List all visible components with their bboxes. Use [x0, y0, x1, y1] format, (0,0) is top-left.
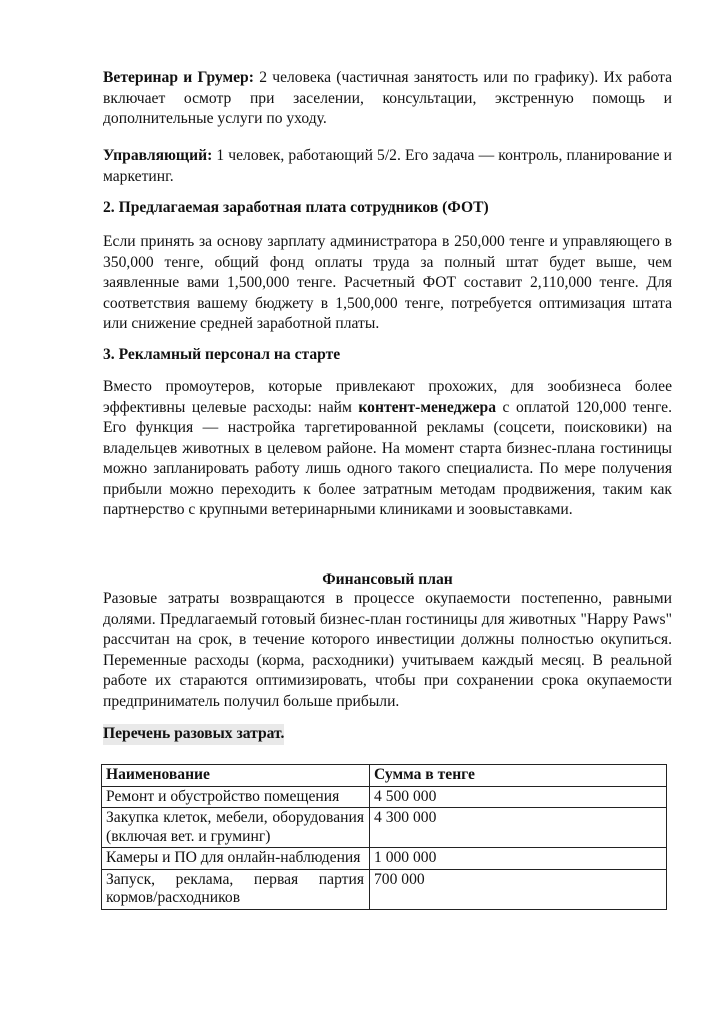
manager-paragraph — [103, 146, 672, 187]
row-name-cell: Запуск, реклама, первая партия кормов/расходников — [102, 869, 370, 909]
manager-text: 1 человек, работающий 5/2. Его задача — контроль, планирование и маркетинг. — [103, 147, 672, 185]
section3-text-before: Вместо промоутеров, которые привлекают прохожих, для зообизнеса более эффективны целевые расходы: найм — [103, 378, 672, 416]
section2-heading: 2. Предлагаемая заработная плата сотрудников (ФОТ) — [103, 199, 489, 216]
col-name-header: Наименование — [102, 765, 370, 787]
finance-text: Разовые затраты возвращаются в процессе окупаемости постепенно, равными долями. Предлагаемый готовый бизнес-план гостиницы для животных "Happy Paws" рассчитан на срок, в течение которого инвестиции должны полностью окупиться. Переменные расходы (корма, расходники) учитываем каждый месяц. В реальной работе их стараются оптимизировать, чтобы при сохранении срока окупаемости предприниматель получил больше прибыли. — [103, 590, 672, 710]
row-sum-cell: 1 000 000 — [370, 848, 667, 870]
row-name-cell: Камеры и ПО для онлайн-наблюдения — [102, 848, 370, 870]
vet-groomer-text: 2 человека (частичная занятость или по графику). Их работа включает осмотр при заселении, консультации, экстренную помощь и дополнительные услуги по уходу. — [103, 69, 673, 127]
one-time-costs-table — [101, 764, 667, 910]
row-name-cell: Ремонт и обустройство помещения — [102, 786, 370, 808]
table-header-row — [102, 765, 667, 787]
vet-groomer-paragraph — [103, 68, 672, 130]
finance-title: Финансовый план — [322, 571, 453, 588]
vet-groomer-label: Ветеринар и Грумер: — [103, 69, 254, 86]
col-sum-header: Сумма в тенге — [370, 765, 667, 787]
section3-text-after: с оплатой 120,000 тенге. Его функция — настройка таргетированной рекламы (соцсети, поисковики) на владельцев животных в целевом районе. На момент старта бизнес-плана гостиницы можно запланировать работу лишь одного такого специалиста. По мере получения прибыли можно переходить к более затратным методам продвижения, таким как партнерство с крупными ветеринарными клиниками и зоовыставками. — [103, 398, 672, 518]
manager-label: Управляющий: — [103, 147, 213, 164]
row-name-cell: Закупка клеток, мебели, оборудования (включая вет. и груминг) — [102, 808, 370, 848]
row-sum-cell: 700 000 — [370, 869, 667, 909]
section3-heading: 3. Рекламный персонал на старте — [103, 346, 341, 363]
table-row — [102, 848, 667, 870]
row-sum-cell: 4 500 000 — [370, 786, 667, 808]
table-row — [102, 808, 667, 848]
costs-list-heading: Перечень разовых затрат. — [103, 724, 284, 745]
content-manager-term: контент-менеджера — [358, 398, 496, 416]
row-sum-cell: 4 300 000 — [370, 808, 667, 848]
section2-text: Если принять за основу зарплату администратора в 250,000 тенге и управляющего в 350,000 тенге, общий фонд оплаты труда за полный штат будет выше, чем заявленные вами 1,500,000 тенге. Расчетный ФОТ составит 2,110,000 тенге. Для соответствия вашему бюджету в 1,500,000 тенге, потребуется оптимизация штата или снижение средней заработной платы. — [103, 233, 672, 332]
table-row — [102, 869, 667, 909]
table-row — [102, 786, 667, 808]
section3-paragraph — [103, 377, 672, 521]
